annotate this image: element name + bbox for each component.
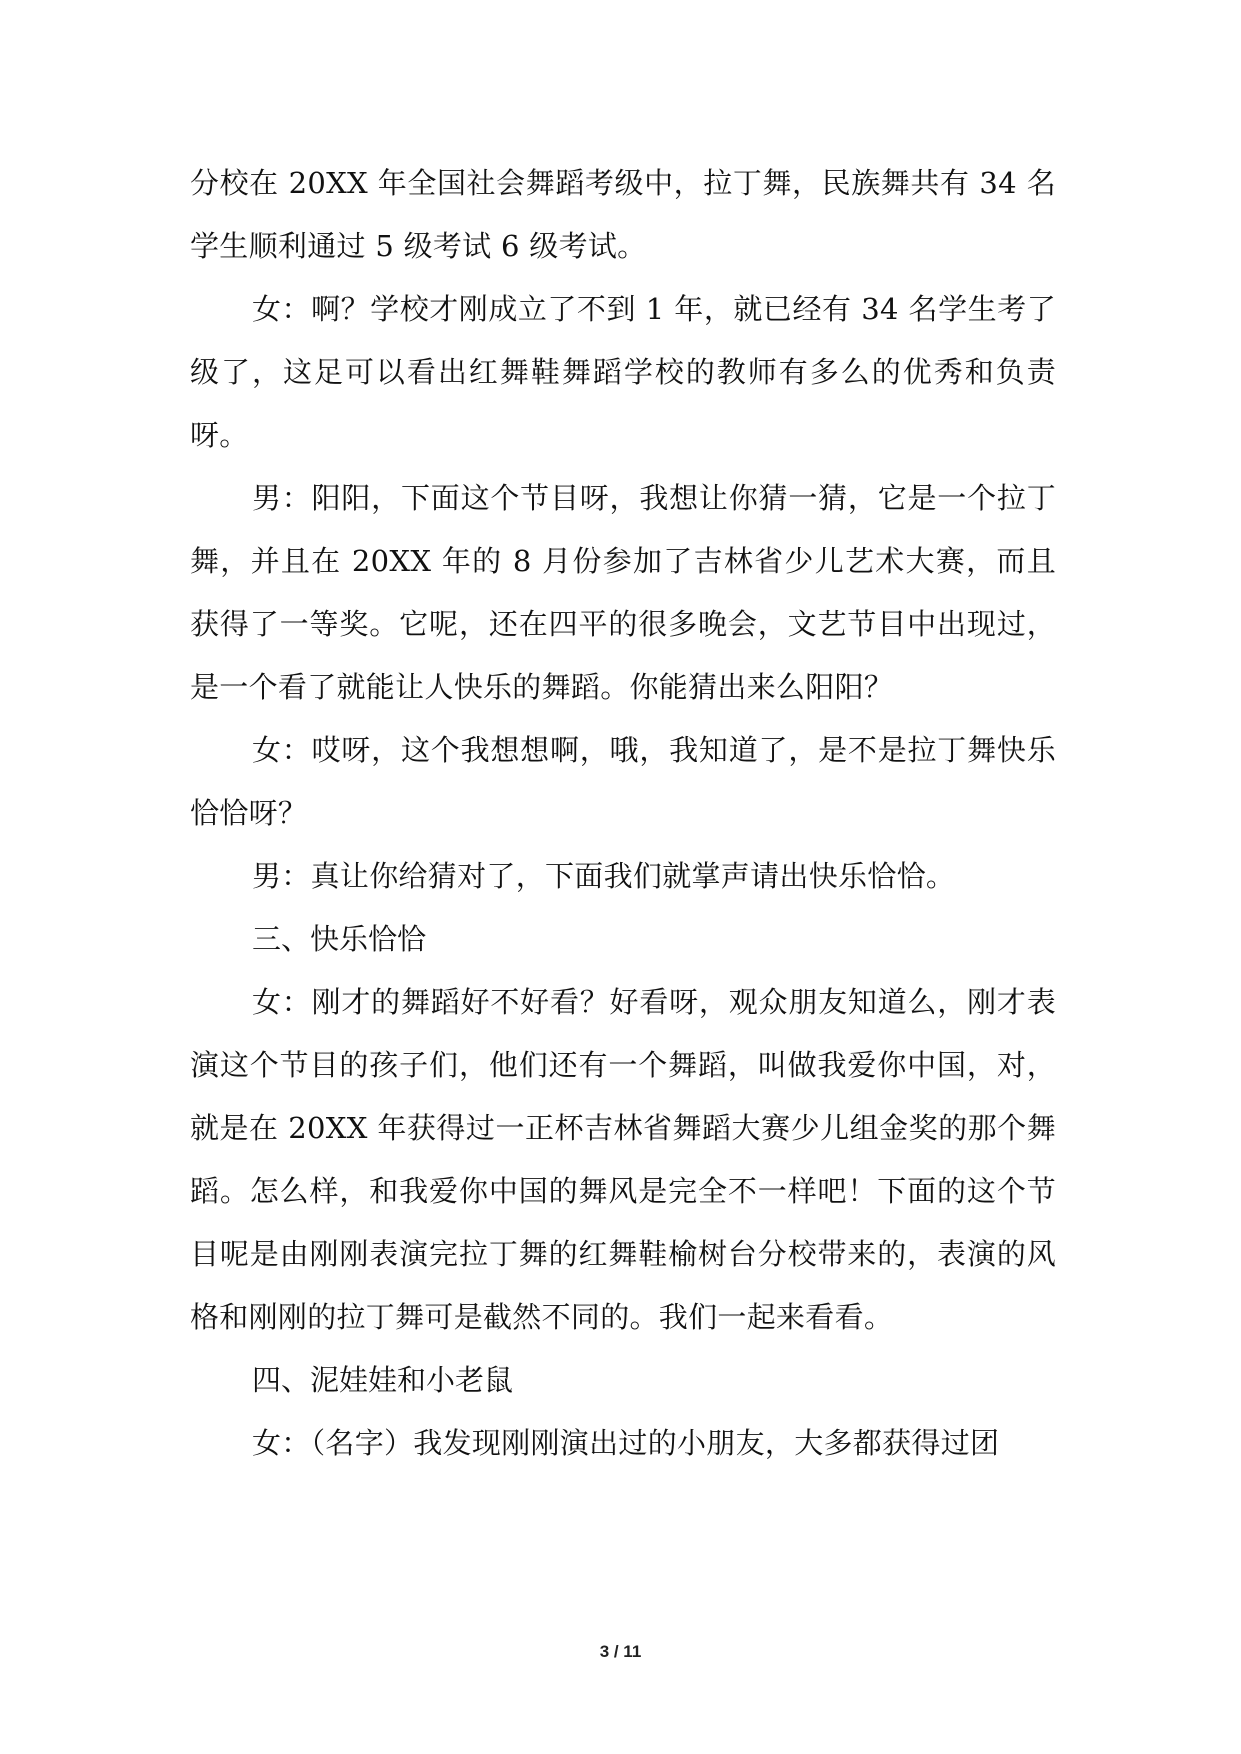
paragraph-4: 女：哎呀，这个我想想啊，哦，我知道了，是不是拉丁舞快乐恰恰呀？ (190, 733, 1056, 830)
document-body (190, 152, 1056, 1475)
paragraph-6: 女：刚才的舞蹈好不好看？好看呀，观众朋友知道么，刚才表演这个节目的孩子们，他们还有一个舞蹈，叫做我爱你中国，对，就是在 20XX 年获得过一正杯吉林省舞蹈大赛少儿组金奖的那个舞蹈。怎么样，和我爱你中国的舞风是完全不一样吧！下面的这个节目呢是由刚刚表演完拉丁舞的红舞鞋榆树台分校带来的，表演的风格和刚刚的拉丁舞可是截然不同的。我们一起来看看。 (190, 985, 1056, 1334)
paragraph-1: 分校在 20XX 年全国社会舞蹈考级中，拉丁舞，民族舞共有 34 名学生顺利通过 5 级考试 6 级考试。 (190, 166, 1056, 263)
paragraph-2: 女：啊？学校才刚成立了不到 1 年，就已经有 34 名学生考了级了，这足可以看出红舞鞋舞蹈学校的教师有多么的优秀和负责呀。 (190, 292, 1056, 452)
page-number: 3 / 11 (599, 1642, 642, 1661)
section-heading-3: 三、快乐恰恰 (252, 922, 427, 956)
paragraph-5: 男：真让你给猜对了，下面我们就掌声请出快乐恰恰。 (252, 859, 956, 893)
paragraph-3: 男：阳阳，下面这个节目呀，我想让你猜一猜，它是一个拉丁舞，并且在 20XX 年的 8 月份参加了吉林省少儿艺术大赛，而且获得了一等奖。它呢，还在四平的很多晚会，文艺节目中出现过，是一个看了就能让人快乐的舞蹈。你能猜出来么阳阳？ (190, 481, 1056, 704)
section-heading-4: 四、泥娃娃和小老鼠 (252, 1363, 514, 1397)
paragraph-7: 女：（名字）我发现刚刚演出过的小朋友，大多都获得过团 (252, 1426, 1000, 1460)
